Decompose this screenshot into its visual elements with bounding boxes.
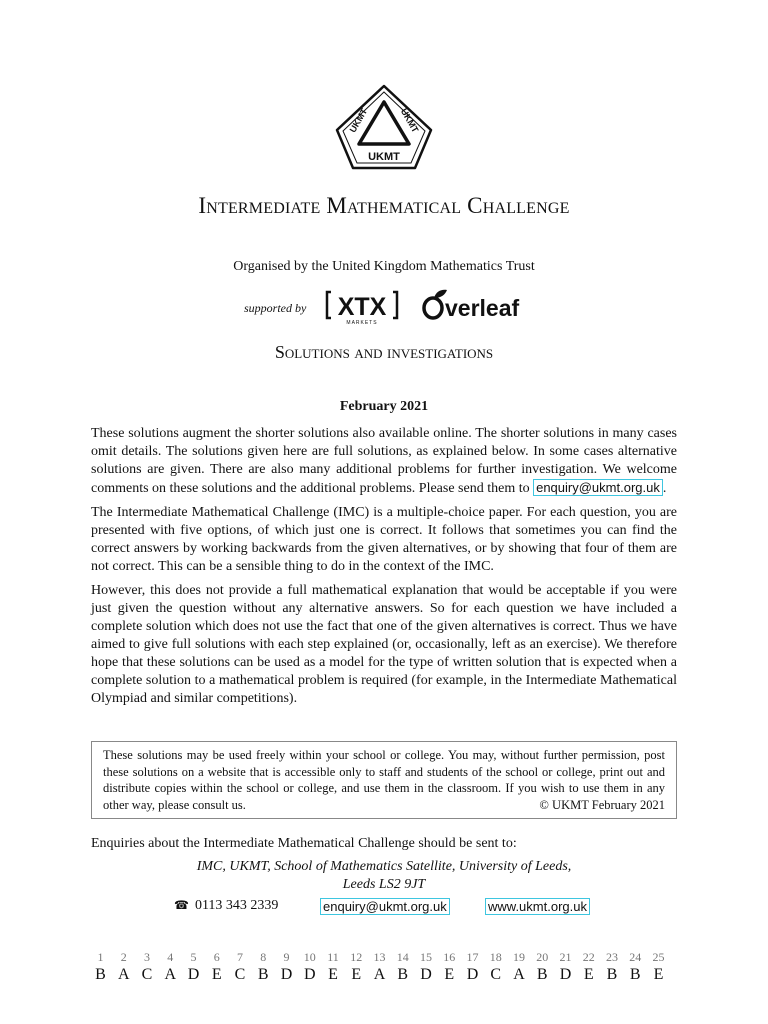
answer-letter: C xyxy=(234,966,246,983)
organised-by: Organised by the United Kingdom Mathematics Trust xyxy=(233,259,535,274)
question-number: 3 xyxy=(144,950,150,964)
question-number: 19 xyxy=(513,950,525,964)
answer-letter: E xyxy=(653,966,664,983)
phone xyxy=(174,898,278,914)
answer-item xyxy=(531,950,554,984)
answer-letter: C xyxy=(141,966,153,983)
answer-letter: E xyxy=(444,966,455,983)
question-number: 13 xyxy=(373,950,386,964)
question-number: 16 xyxy=(443,950,456,964)
contact-row xyxy=(0,898,768,918)
question-number: 21 xyxy=(559,950,572,964)
question-number: 8 xyxy=(260,950,267,964)
answer-letter: D xyxy=(280,966,293,983)
answer-letter: D xyxy=(303,966,316,983)
question-number: 15 xyxy=(420,950,432,964)
sponsors-row xyxy=(0,287,768,331)
email-link[interactable]: enquiry@ukmt.org.uk xyxy=(533,479,663,496)
answer-item xyxy=(461,950,484,984)
answer-item xyxy=(159,950,182,984)
answer-item xyxy=(136,950,159,984)
subtitle: Solutions and investigations xyxy=(274,342,494,362)
notice-text: These solutions may be used freely within your school or college. You may, without further permission, post these solutions on a website that is accessible only to staff and students of the school or college, print out and distribute copies within the school or college, and use them in the classroom. If you wish to use them in any other way, please consult us. xyxy=(103,748,665,812)
answer-item xyxy=(368,950,391,984)
answer-letter: D xyxy=(187,966,200,983)
answer-letter: A xyxy=(373,966,386,983)
body-text xyxy=(91,425,677,714)
question-number: 4 xyxy=(167,950,174,964)
question-number: 25 xyxy=(652,950,665,964)
paragraph-1-end: . xyxy=(662,481,667,496)
logo-text-left: UKMT xyxy=(347,106,370,135)
answer-letter: D xyxy=(420,966,432,983)
answer-letter: A xyxy=(164,966,177,983)
question-number: 6 xyxy=(213,950,220,964)
paragraph-1-text: These solutions augment the shorter solutions also available online. The shorter solutions in many cases omit details. The solutions given here are full solutions, as explained below. In some cases alternative solutions are given. There are also many additional problems for further investigation. We welcome comments on these solutions and the additional problems. Please send them to xyxy=(91,426,677,496)
answer-letter: B xyxy=(397,966,409,983)
question-number: 14 xyxy=(396,950,409,964)
logo-text-right: UKMT xyxy=(398,106,421,135)
answer-item xyxy=(415,950,438,984)
address-line-1: IMC, UKMT, School of Mathematics Satellite, University of Leeds, xyxy=(196,859,572,874)
question-number: 5 xyxy=(190,950,197,964)
answer-item xyxy=(647,950,670,984)
contact-email-link[interactable]: enquiry@ukmt.org.uk xyxy=(320,898,450,915)
question-number: 22 xyxy=(582,950,595,964)
logo-text: UKMT xyxy=(368,151,400,163)
answer-letter: A xyxy=(117,966,130,983)
answer-item xyxy=(484,950,507,984)
question-number: 12 xyxy=(350,950,363,964)
answer-item xyxy=(577,950,600,984)
answer-item xyxy=(275,950,298,984)
answer-item xyxy=(298,950,321,984)
telephone-icon: ☎ xyxy=(174,898,189,912)
question-number: 18 xyxy=(489,950,502,964)
xtx-sub-text: MARKETS xyxy=(346,320,378,325)
answer-letter: B xyxy=(95,966,106,983)
answer-letter: A xyxy=(513,966,525,983)
answer-item xyxy=(229,950,252,984)
question-number: 10 xyxy=(303,950,316,964)
overleaf-text: verleaf xyxy=(445,295,520,321)
page-title: Intermediate Mathematical Challenge xyxy=(198,193,570,218)
paragraph-1 xyxy=(91,425,677,498)
question-number: 2 xyxy=(120,950,127,964)
question-number: 9 xyxy=(283,950,290,964)
answer-item xyxy=(554,950,577,984)
answer-letter: D xyxy=(466,966,479,983)
address-line-2: Leeds LS2 9JT xyxy=(342,877,426,892)
overleaf-logo xyxy=(420,289,526,323)
address xyxy=(0,858,768,894)
copyright: © UKMT February 2021 xyxy=(539,797,665,812)
question-number: 11 xyxy=(327,950,339,964)
question-number: 23 xyxy=(606,950,618,964)
date: February 2021 xyxy=(339,399,429,414)
ukmt-logo xyxy=(331,82,437,172)
answer-letter: B xyxy=(629,966,641,983)
answer-item xyxy=(624,950,647,984)
answer-item xyxy=(205,950,228,984)
question-number: 24 xyxy=(629,950,642,964)
answer-item xyxy=(322,950,345,984)
answer-item xyxy=(182,950,205,984)
supported-by-label: supported by xyxy=(244,301,307,315)
website-link[interactable]: www.ukmt.org.uk xyxy=(485,898,590,915)
question-number: 7 xyxy=(237,950,243,964)
usage-notice xyxy=(91,741,677,819)
answer-item xyxy=(89,950,112,984)
paragraph-2: The Intermediate Mathematical Challenge (IMC) is a multiple-choice paper. For each question, you are presented with five options, of which just one is correct. It follows that sometimes you can find the correct answers by working backwards from the given alternatives, or by showing that four of them are not correct. This can be a sensible thing to do in the context of the IMC. xyxy=(91,505,677,574)
answer-letter: B xyxy=(257,966,269,983)
answer-letter: E xyxy=(328,966,338,983)
question-number: 1 xyxy=(97,950,104,964)
answer-letter: B xyxy=(536,966,548,983)
answer-letter: E xyxy=(211,966,222,983)
answer-letter: E xyxy=(583,966,594,983)
answer-item xyxy=(345,950,368,984)
xtx-markets-logo xyxy=(325,289,399,325)
phone-number: 0113 343 2339 xyxy=(194,898,279,913)
xtx-text: XTX xyxy=(337,293,387,321)
answer-item xyxy=(601,950,624,984)
answer-letter: D xyxy=(559,966,572,983)
answer-letter: B xyxy=(606,966,618,983)
answer-item xyxy=(438,950,461,984)
paragraph-3: However, this does not provide a full mathematical explanation that would be acceptable if you were just given the question without any alternative answers. So for each question we have included a complete solution which does not use the fact that one of the given alternatives is correct. Thus we have aimed to give full solutions with each step explained (or, occasionally, left as an exercise). We therefore hope that these solutions can be used as a model for the type of written solution that is expected when a complete solution to a mathematical problem is required (for example, in the Intermediate Mathematical Olympiad and similar competitions). xyxy=(91,583,677,706)
answer-item xyxy=(112,950,135,984)
answer-letter: E xyxy=(351,966,362,983)
enquiries-text: Enquiries about the Intermediate Mathematical Challenge should be sent to: xyxy=(91,836,517,851)
answer-letter: C xyxy=(490,966,502,983)
question-number: 20 xyxy=(536,950,549,964)
question-number: 17 xyxy=(466,950,479,964)
answer-item xyxy=(508,950,531,984)
answer-item xyxy=(252,950,275,984)
answer-item xyxy=(391,950,414,984)
